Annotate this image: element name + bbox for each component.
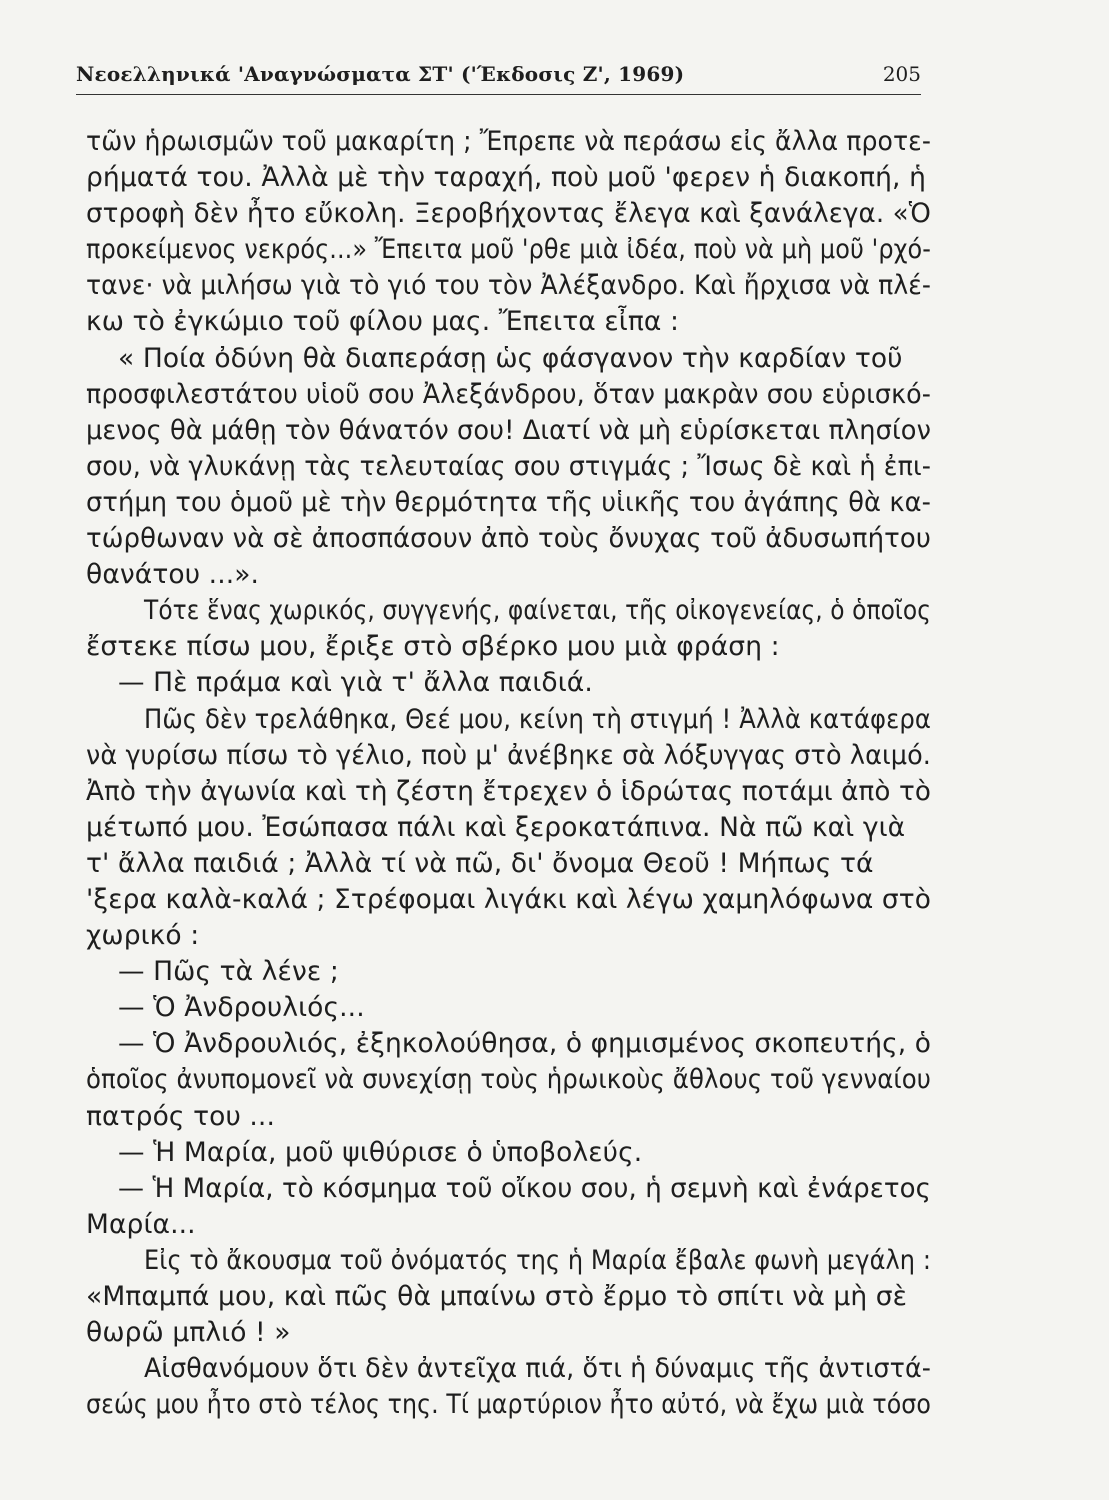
text-line: κω τὸ ἐγκώμιο τοῦ φίλου μας. Ἔπειτα εἶπα : bbox=[86, 306, 680, 338]
text-line: — Πὲ πράμα καὶ γιὰ τ' ἄλλα παιδιά. bbox=[118, 667, 593, 699]
text-line: τῶν ἡρωισμῶν τοῦ μακαρίτη ; Ἔπρεπε νὰ περάσω εἰς ἄλλα προτε- bbox=[86, 126, 931, 157]
text-line: — Ὁ Ἀνδρουλιός, ἐξηκολούθησα, ὁ φημισμένος σκοπευτής, ὁ bbox=[118, 1028, 931, 1060]
text-line: Τότε ἕνας χωρικός, συγγενής, φαίνεται, τῆς οἰκογενείας, ὁ ὁποῖος bbox=[144, 595, 931, 627]
text-line: ἔστεκε πίσω μου, ἔριξε στὸ σβέρκο μου μιὰ φράση : bbox=[86, 631, 780, 663]
text-line: πατρός του ... bbox=[86, 1100, 275, 1132]
text-line: ὁποῖος ἀνυπομονεῖ νὰ συνεχίσῃ τοὺς ἡρωικοὺς ἄθλους τοῦ γενναίου bbox=[86, 1064, 931, 1096]
text-line: θωρῶ μπλιό ! » bbox=[86, 1317, 291, 1349]
text-line: σου, νὰ γλυκάνῃ τὰς τελευταίας σου στιγμάς ; Ἴσως δὲ καὶ ἡ ἐπι- bbox=[86, 450, 931, 482]
text-line: — Ὁ Ἀνδρουλιός... bbox=[118, 992, 365, 1024]
text-line: τ' ἄλλα παιδιά ; Ἀλλὰ τί νὰ πῶ, δι' ὄνομα Θεοῦ ! Μήπως τά bbox=[86, 847, 874, 879]
text-line: Πῶς δὲν τρελάθηκα, Θεέ μου, κείνη τὴ στιγμή ! Ἀλλὰ κατάφερα bbox=[144, 703, 931, 735]
text-line: νὰ γυρίσω πίσω τὸ γέλιο, ποὺ μ' ἀνέβηκε σὰ λόξυγγας στὸ λαιμό. bbox=[86, 739, 931, 771]
text-line: θανάτου ...». bbox=[86, 559, 260, 591]
text-line: Αἰσθανόμουν ὅτι δὲν ἀντεῖχα πιά, ὅτι ἡ δύναμις τῆς ἀντιστά- bbox=[144, 1353, 931, 1385]
text-line: — Ἡ Μαρία, τὸ κόσμημα τοῦ οἴκου σου, ἡ σεμνὴ καὶ ἐνάρετος bbox=[118, 1172, 931, 1204]
book-title: Νεοελληνικά 'Αναγνώσματα ΣΤ' ('Έκδοσις Ζ', 1969) bbox=[76, 62, 685, 86]
text-line: — Πῶς τὰ λένε ; bbox=[118, 956, 339, 988]
text-line: στροφὴ δὲν ἦτο εὔκολη. Ξεροβήχοντας ἔλεγα καὶ ξανάλεγα. «Ὁ bbox=[86, 198, 931, 230]
text-line: « Ποία ὀδύνη θὰ διαπεράσῃ ὡς φάσγανον τὴν καρδίαν τοῦ bbox=[118, 342, 903, 374]
page-number: 205 bbox=[882, 62, 921, 86]
running-header bbox=[76, 60, 921, 95]
text-line: Ἀπὸ τὴν ἀγωνία καὶ τὴ ζέστη ἔτρεχεν ὁ ἱδρώτας ποτάμι ἀπὸ τὸ bbox=[86, 775, 931, 807]
text-line: μέτωπό μου. Ἐσώπασα πάλι καὶ ξεροκατάπινα. Νὰ πῶ καὶ γιὰ bbox=[86, 811, 906, 843]
text-line: ρήματά του. Ἀλλὰ μὲ τὴν ταραχή, ποὺ μοῦ 'φερεν ἡ διακοπή, ἡ bbox=[86, 162, 926, 194]
text-line: τώρθωναν νὰ σὲ ἀποσπάσουν ἀπὸ τοὺς ὄνυχας τοῦ ἀδυσωπήτου bbox=[86, 523, 931, 555]
text-line: μενος θὰ μάθῃ τὸν θάνατόν σου! Διατί νὰ μὴ εὑρίσκεται πλησίον bbox=[86, 414, 931, 446]
text-line: «Μπαμπά μου, καὶ πῶς θὰ μπαίνω στὸ ἔρμο τὸ σπίτι νὰ μὴ σὲ bbox=[86, 1281, 908, 1312]
text-line: σεώς μου ἦτο στὸ τέλος της. Τί μαρτύριον ἦτο αὐτό, νὰ ἔχω μιὰ τόσο bbox=[86, 1389, 931, 1421]
text-line: Μαρία... bbox=[86, 1208, 196, 1240]
text-line: προσφιλεστάτου υἱοῦ σου Ἀλεξάνδρου, ὅταν μακρὰν σου εὑρισκό- bbox=[86, 378, 931, 410]
text-line: στήμη του ὁμοῦ μὲ τὴν θερμότητα τῆς υἱικῆς του ἀγάπης θὰ κα- bbox=[86, 486, 931, 518]
text-line: — Ἡ Μαρία, μοῦ ψιθύρισε ὁ ὑποβολεύς. bbox=[118, 1136, 643, 1168]
text-line: τανε· νὰ μιλήσω γιὰ τὸ γιό του τὸν Ἀλέξανδρο. Καὶ ἤρχισα νὰ πλέ- bbox=[86, 270, 931, 302]
body-text bbox=[86, 124, 946, 1423]
text-line: προκείμενος νεκρός...» Ἔπειτα μοῦ 'ρθε μιὰ ἰδέα, ποὺ νὰ μὴ μοῦ 'ρχό- bbox=[86, 234, 931, 266]
text-line: Εἰς τὸ ἄκουσμα τοῦ ὀνόματός της ἡ Μαρία ἔβαλε φωνὴ μεγάλη : bbox=[144, 1244, 931, 1276]
text-line: 'ξερα καλὰ-καλά ; Στρέφομαι λιγάκι καὶ λέγω χαμηλόφωνα στὸ bbox=[86, 883, 931, 915]
text-line: χωρικό : bbox=[86, 920, 200, 952]
